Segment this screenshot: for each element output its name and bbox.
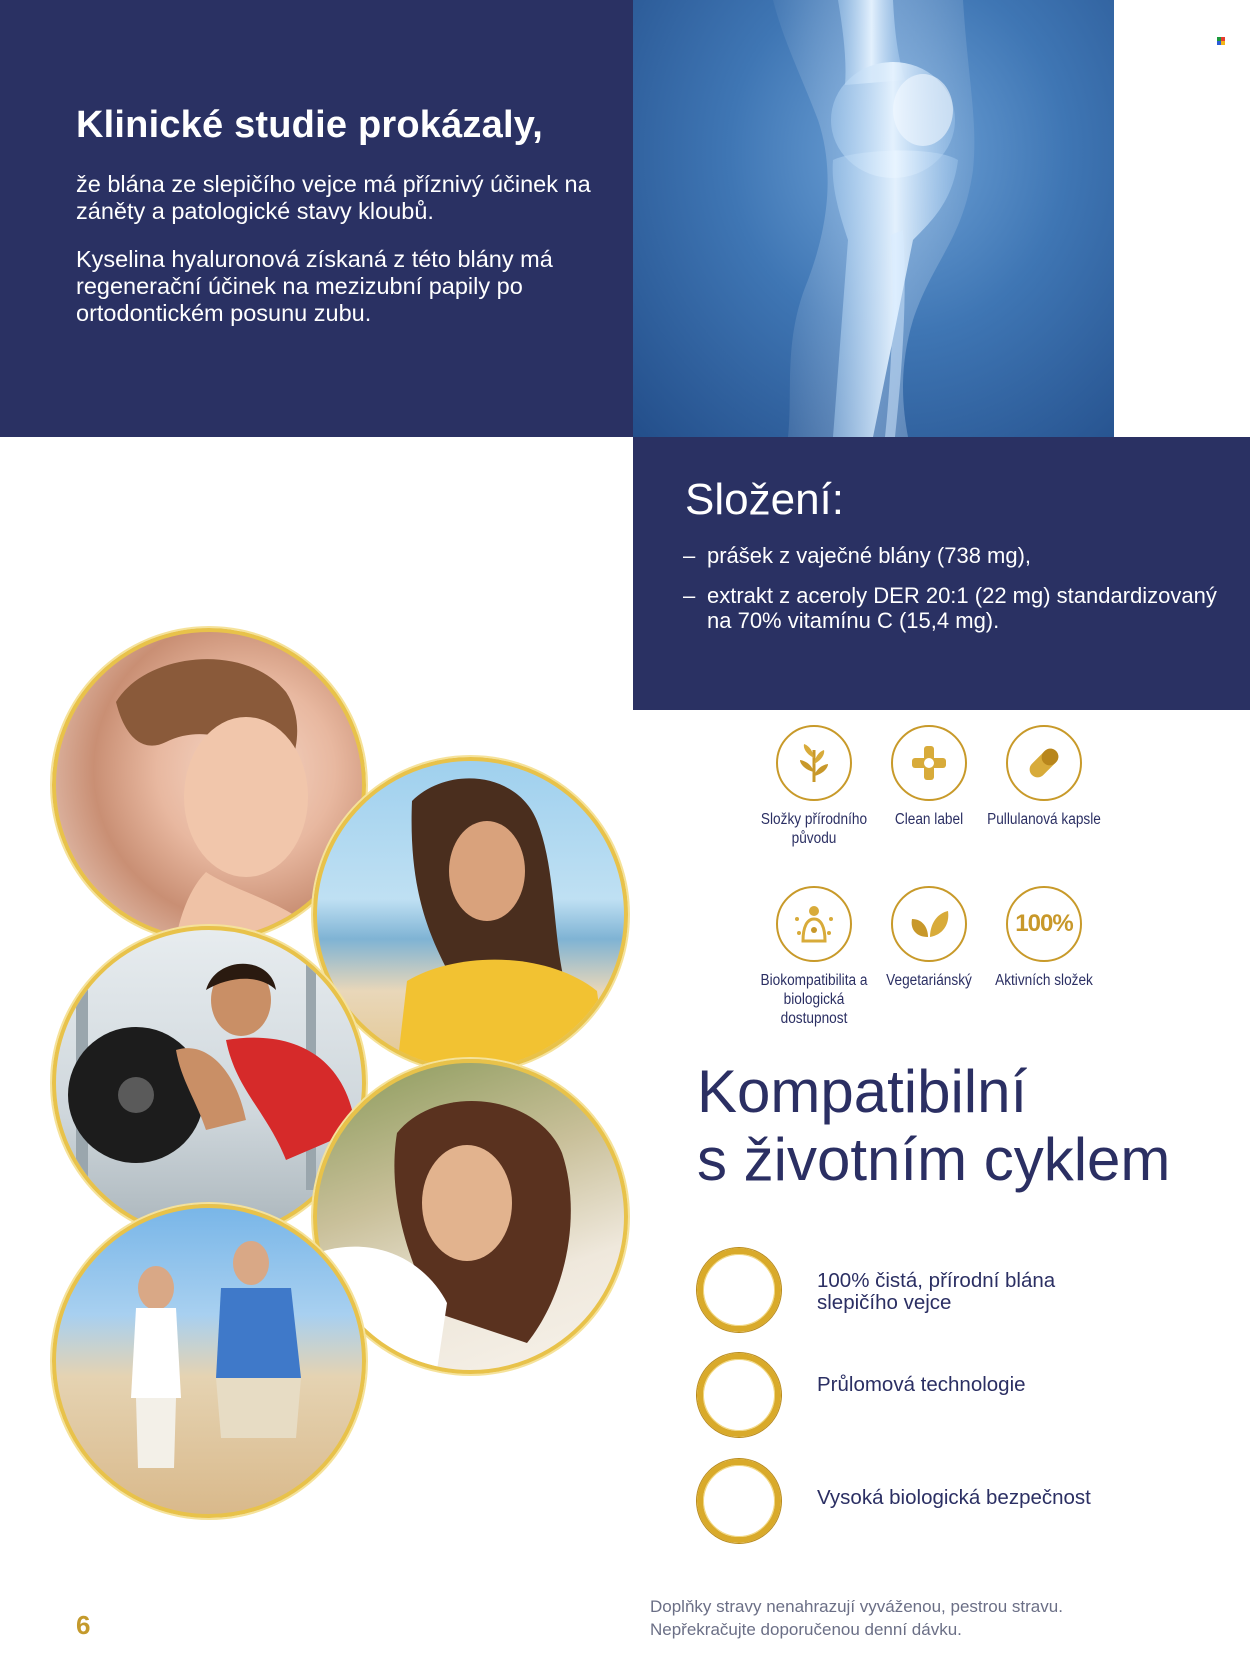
brand-logo-mark: [1217, 32, 1225, 40]
composition-item: [683, 543, 1228, 568]
compat-title-line-1: Kompatibilní: [697, 1058, 1028, 1125]
intro-paragraph-2: Kyselina hyaluronová získaná z této blány má regenerační účinek na mezizubní papily po ortodontickém posunu zubu.: [76, 246, 553, 326]
composition-title: Složení:: [685, 475, 844, 524]
headline: Klinické studie prokázaly,: [76, 104, 543, 146]
intro-paragraph-1: že blána ze slepičího vejce má příznivý účinek na záněty a patologické stavy kloubů.: [76, 171, 591, 224]
photo-woman-beach: [313, 757, 628, 1072]
feature-label: Pullulanová kapsle: [987, 811, 1101, 828]
feature-active-ingredients: [979, 886, 1109, 990]
gold-ring-icon: [697, 1248, 781, 1332]
capsule-icon: [1006, 725, 1082, 801]
gold-ring-icon: [697, 1353, 781, 1437]
feature-clean-label: [864, 725, 994, 829]
bullet-dash: –: [683, 543, 696, 568]
feature-biocompatibility: [749, 886, 879, 1028]
feature-label: Aktivních složek: [995, 972, 1093, 989]
benefit-item: Vysoká biologická bezpečnost: [817, 1486, 1091, 1509]
feature-label: Clean label: [894, 811, 964, 828]
benefit-item: Průlomová technologie: [817, 1373, 1026, 1396]
benefit-item: 100% čistá, přírodní blána slepičího vejce: [817, 1269, 1056, 1314]
page-number: 6: [76, 1610, 91, 1640]
composition-item-text: extrakt z aceroly DER 20:1 (22 mg) standardizovaný na 70% vitamínu C (15,4 mg).: [707, 583, 1217, 633]
compat-title: [697, 1058, 1170, 1194]
disclaimer-line: Doplňky stravy nenahrazují vyváženou, pestrou stravu.: [650, 1597, 1063, 1616]
clean-label-icon: [891, 725, 967, 801]
feature-label: Biokompatibilita a biologická dostupnost: [760, 972, 868, 1027]
body-molecule-icon: [776, 886, 852, 962]
composition-item: [683, 583, 1228, 633]
hundred-percent-badge: 100%: [1015, 910, 1073, 937]
feature-natural-ingredients: [749, 725, 879, 848]
herbs-icon: [776, 725, 852, 801]
leaves-icon: [891, 886, 967, 962]
compat-title-line-2: s životním cyklem: [697, 1126, 1171, 1193]
feature-label: Vegetariánský: [886, 972, 972, 989]
feature-vegetarian: [864, 886, 994, 990]
gold-ring-icon: [697, 1459, 781, 1543]
feature-label: Složky přírodního původu: [760, 811, 868, 847]
composition-item-text: prášek z vaječné blány (738 mg),: [707, 543, 1032, 568]
hundred-percent-icon: [1006, 886, 1082, 962]
photo-senior-couple-beach: [52, 1204, 366, 1518]
bullet-dash: –: [683, 583, 696, 608]
knee-xray-image: [633, 0, 1114, 437]
disclaimer-line: Nepřekračujte doporučenou denní dávku.: [650, 1620, 962, 1639]
feature-pullulan-capsule: [979, 725, 1109, 829]
